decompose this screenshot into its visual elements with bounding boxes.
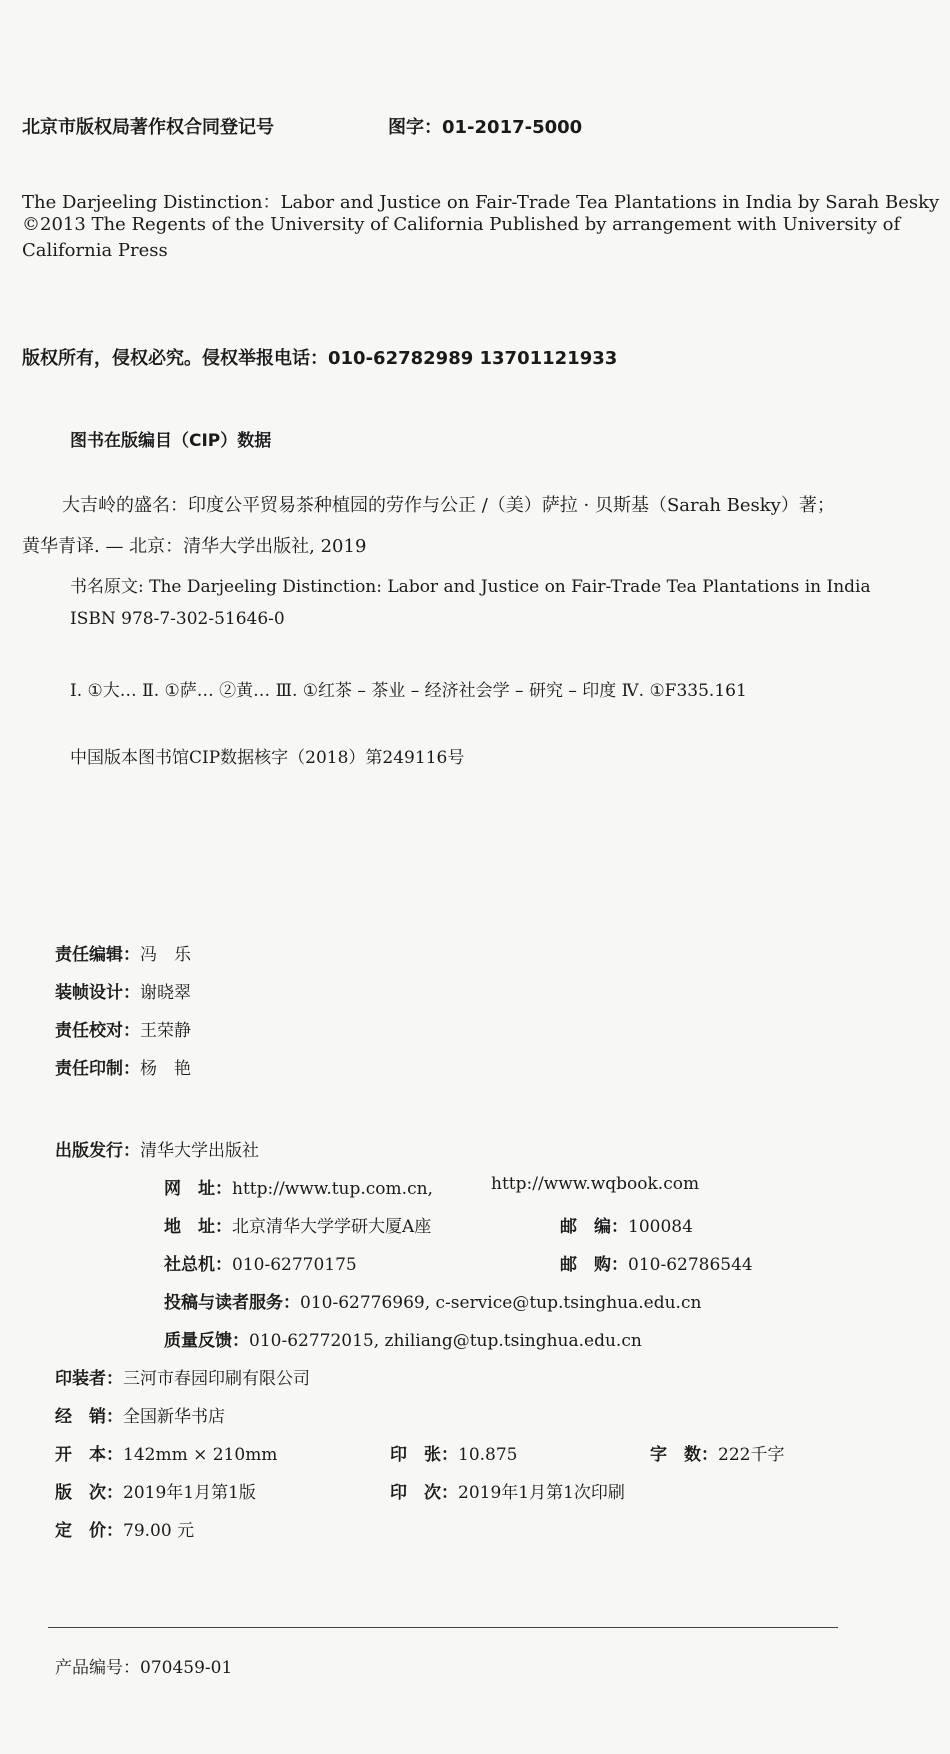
format-row xyxy=(55,1440,277,1465)
staff-value: 杨 艳 xyxy=(140,1059,191,1079)
publisher-row xyxy=(55,1136,259,1161)
website-row xyxy=(164,1174,433,1199)
mail-order-label: 邮 购： xyxy=(560,1255,628,1275)
sheets-label: 印 张： xyxy=(390,1445,458,1465)
distributor-label: 经 销： xyxy=(55,1407,123,1427)
staff-label: 装帧设计： xyxy=(55,983,140,1003)
submission-label: 投稿与读者服务： xyxy=(164,1293,300,1313)
edition-label: 版 次： xyxy=(55,1483,123,1503)
format-label: 开 本： xyxy=(55,1445,123,1465)
original-notice-line-3: California Press xyxy=(22,240,168,261)
feedback-row xyxy=(164,1326,642,1351)
registration-number: 图字：01-2017-5000 xyxy=(388,117,583,138)
publisher-label: 出版发行： xyxy=(55,1141,140,1161)
divider xyxy=(48,1627,838,1628)
address-row xyxy=(164,1212,431,1237)
switchboard-row xyxy=(164,1250,357,1275)
cip-entry-line-1: 大吉岭的盛名：印度公平贸易茶种植园的劳作与公正 /（美）萨拉 · 贝斯基（Sarah Besky）著； xyxy=(62,495,835,516)
product-row xyxy=(55,1653,232,1678)
staff-label: 责任编辑： xyxy=(55,945,140,965)
sheets-value: 10.875 xyxy=(458,1445,518,1465)
rights-notice: 版权所有，侵权必究。侵权举报电话：010-62782989 13701121933 xyxy=(22,348,618,369)
postcode-value: 100084 xyxy=(628,1217,693,1237)
staff-value: 冯 乐 xyxy=(140,945,191,965)
feedback-value[interactable]: 010-62772015, zhiliang@tup.tsinghua.edu.cn xyxy=(249,1331,642,1351)
registration-label: 北京市版权局著作权合同登记号 xyxy=(22,117,274,138)
staff-row xyxy=(55,1054,191,1079)
product-code: 070459-01 xyxy=(140,1658,233,1678)
postcode-row xyxy=(560,1212,693,1237)
product-label: 产品编号： xyxy=(55,1658,140,1678)
original-notice-line-1: The Darjeeling Distinction：Labor and Justice on Fair-Trade Tea Plantations in India by Sarah Besky xyxy=(22,192,940,213)
words-row xyxy=(650,1440,784,1465)
price-row xyxy=(55,1516,194,1541)
edition-value: 2019年1月第1版 xyxy=(123,1483,256,1503)
staff-label: 责任校对： xyxy=(55,1021,140,1041)
distributor-row xyxy=(55,1402,225,1427)
impression-row xyxy=(390,1478,625,1503)
original-notice-line-2: ©2013 The Regents of the University of California Published by arrangement with University of xyxy=(22,214,901,235)
mail-order-row xyxy=(560,1250,753,1275)
staff-value: 王荣静 xyxy=(140,1021,191,1041)
words-value: 222千字 xyxy=(718,1445,785,1465)
website-2[interactable]: http://www.wqbook.com xyxy=(491,1174,700,1194)
printer-label: 印装者： xyxy=(55,1369,123,1389)
staff-row xyxy=(55,940,191,965)
address-label: 地 址： xyxy=(164,1217,232,1237)
edition-row xyxy=(55,1478,256,1503)
mail-order-value: 010-62786544 xyxy=(628,1255,753,1275)
impression-value: 2019年1月第1次印刷 xyxy=(458,1483,625,1503)
price-label: 定 价： xyxy=(55,1521,123,1541)
cip-verification: 中国版本图书馆CIP数据核字（2018）第249116号 xyxy=(70,748,465,768)
staff-label: 责任印制： xyxy=(55,1059,140,1079)
cip-classification: Ⅰ. ①大… Ⅱ. ①萨… ②黄… Ⅲ. ①红茶 – 茶业 – 经济社会学 – 研究 – 印度 Ⅳ. ①F335.161 xyxy=(70,681,747,701)
cip-original-title: 书名原文: The Darjeeling Distinction: Labor and Justice on Fair-Trade Tea Plantations in India xyxy=(70,577,871,597)
staff-value: 谢晓翠 xyxy=(140,983,191,1003)
impression-label: 印 次： xyxy=(390,1483,458,1503)
sheets-row xyxy=(390,1440,517,1465)
price-value: 79.00 元 xyxy=(123,1521,195,1541)
staff-row xyxy=(55,1016,191,1041)
switchboard-value: 010-62770175 xyxy=(232,1255,357,1275)
postcode-label: 邮 编： xyxy=(560,1217,628,1237)
printer-row xyxy=(55,1364,310,1389)
submission-value[interactable]: 010-62776969, c-service@tup.tsinghua.edu.cn xyxy=(300,1293,702,1313)
website-label: 网 址： xyxy=(164,1179,232,1199)
cip-entry-line-2: 黄华青译. — 北京：清华大学出版社, 2019 xyxy=(22,536,367,557)
submission-row xyxy=(164,1288,701,1313)
printer-value: 三河市春园印刷有限公司 xyxy=(123,1369,310,1389)
words-label: 字 数： xyxy=(650,1445,718,1465)
cip-isbn: ISBN 978-7-302-51646-0 xyxy=(70,609,285,629)
distributor-value: 全国新华书店 xyxy=(123,1407,225,1427)
publisher-name: 清华大学出版社 xyxy=(140,1141,259,1161)
switchboard-label: 社总机： xyxy=(164,1255,232,1275)
website-1[interactable]: http://www.tup.com.cn, xyxy=(232,1179,433,1199)
cip-heading: 图书在版编目（CIP）数据 xyxy=(70,431,272,451)
address-value: 北京清华大学学研大厦A座 xyxy=(232,1217,432,1237)
staff-row xyxy=(55,978,191,1003)
format-value: 142mm × 210mm xyxy=(123,1445,278,1465)
feedback-label: 质量反馈： xyxy=(164,1331,249,1351)
